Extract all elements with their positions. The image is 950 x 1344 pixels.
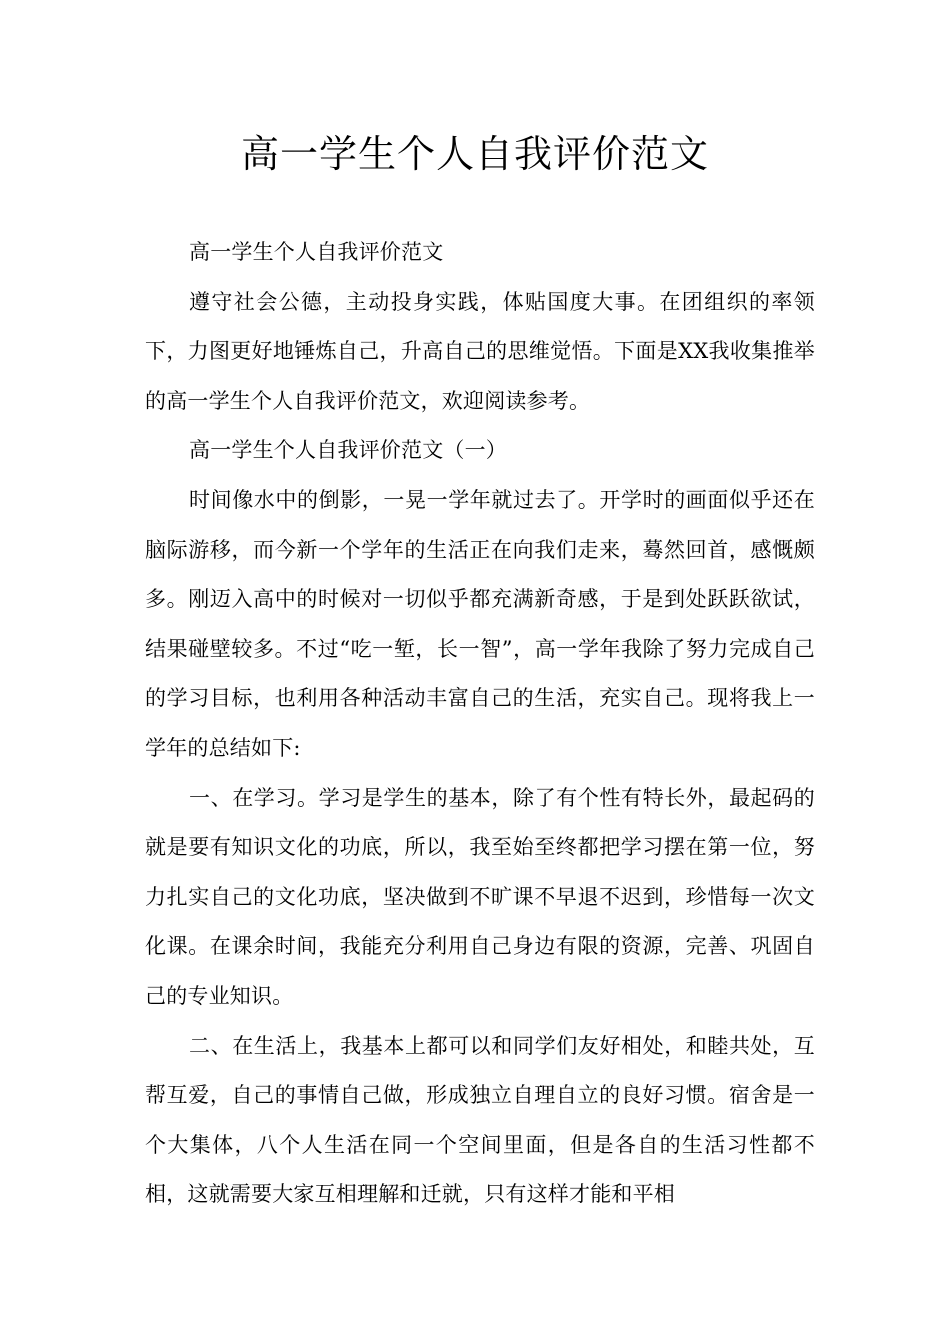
paragraph-intro: 遵守社会公德，主动投身实践，体贴国度大事。在团组织的率领下，力图更好地锤炼自己，升高自己的思维觉悟。下面是XX我收集推举的高一学生个人自我评价范文，欢迎阅读参考。 [145,289,815,413]
paragraph-body: 时间像水中的倒影，一晃一学年就过去了。开学时的画面似乎还在脑际游移，而今新一个学年的生活正在向我们走来，蓦然回首，感慨颇多。刚迈入高中的时候对一切似乎都充满新奇感，于是到处跃跃欲试，结果碰壁较多。不过“吃一堑，长一智”，高一学年我除了努力完成自己的学习目标，也利用各种活动丰富自己的生活，充实自己。现将我上一学年的总结如下: [145,487,815,760]
document-body [145,228,815,1220]
paragraph-section-heading: 高一学生个人自我评价范文（一） [189,438,507,463]
document-title: 高一学生个人自我评价范文 [240,132,709,176]
paragraph-study: 一、在学习。学习是学生的基本，除了有个性有特长外，最起码的就是要有知识文化的功底，所以，我至始至终都把学习摆在第一位，努力扎实自己的文化功底，坚决做到不旷课不早退不迟到，珍惜每一次文化课。在课余时间，我能充分利用自己身边有限的资源，完善、巩固自己的专业知识。 [145,785,815,1008]
paragraph-subtitle: 高一学生个人自我评价范文 [189,240,444,264]
paragraph-life: 二、在生活上，我基本上都可以和同学们友好相处，和睦共处，互帮互爱，自己的事情自己做，形成独立自理自立的良好习惯。宿舍是一个大集体，八个人生活在同一个空间里面，但是各自的生活习性都不相，这就需要大家互相理解和迁就，只有这样才能和平相 [145,1033,815,1207]
